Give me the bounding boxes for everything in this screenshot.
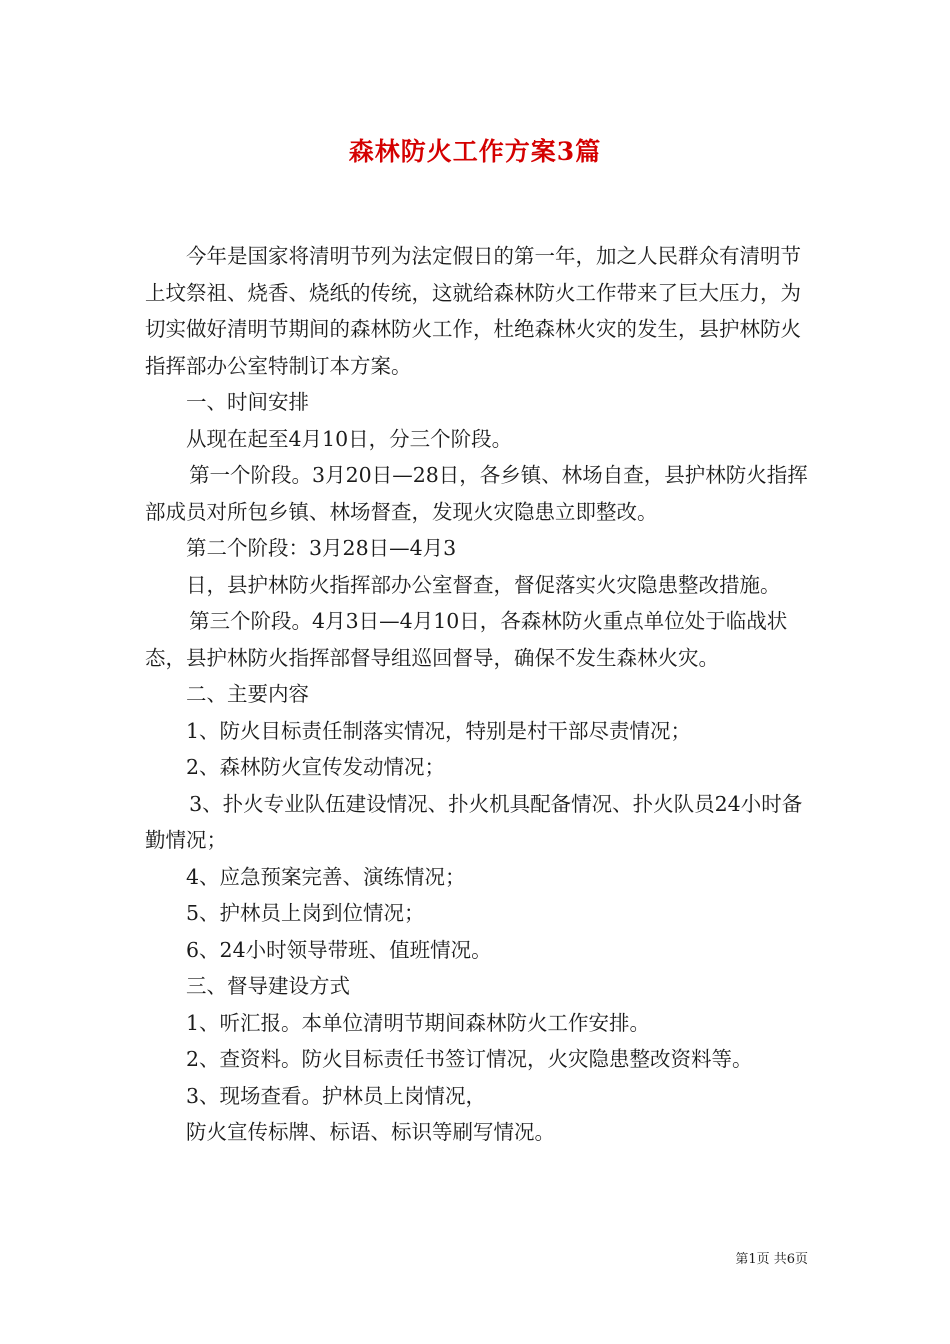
section-heading-method: 三、督导建设方式 (186, 974, 350, 998)
list-item: 1、听汇报。本单位清明节期间森林防火工作安排。 (186, 1010, 651, 1035)
list-item: 2、森林防火宣传发动情况； (186, 755, 446, 779)
list-item: 5、护林员上岗到位情况； (186, 901, 425, 925)
list-item: 3、扑火专业队伍建设情况、扑火机具配备情况、扑火队员24小时备勤情况； (145, 791, 803, 852)
paragraph-intro: 今年是国家将清明节列为法定假日的第一年，加之人民群众有清明节上坟祭祖、烧香、烧纸的传统，这就给森林防火工作带来了巨大压力，为切实做好清明节期间的森林防火工作，杜绝森林火灾的发生，县护林防火指挥部办公室特制订本方案。 (145, 244, 801, 378)
page-number: 第1页 共6页 (735, 1252, 808, 1267)
paragraph-schedule: 从现在起至4月10日，分三个阶段。 (186, 426, 513, 451)
section-heading-time: 一、时间安排 (186, 390, 309, 414)
paragraph-signage: 防火宣传标牌、标语、标识等刷写情况。 (186, 1120, 555, 1144)
list-item: 4、应急预案完善、演练情况； (186, 864, 466, 889)
paragraph-stage-two: 第二个阶段：3月28日—4月3 (186, 536, 457, 560)
paragraph-stage-two-cont: 日，县护林防火指挥部办公室督查，督促落实火灾隐患整改措施。 (186, 572, 781, 597)
paragraph-stage-one: 第一个阶段。3月20日—28日，各乡镇、林场自查，县护林防火指挥部成员对所包乡镇、林场督查，发现火灾隐患立即整改。 (145, 463, 808, 524)
paragraph-stage-three: 第三个阶段。4月3日—4月10日，各森林防火重点单位处于临战状态，县护林防火指挥部督导组巡回督导，确保不发生森林火灾。 (145, 609, 788, 670)
document-body (145, 238, 813, 1151)
list-item: 1、防火目标责任制落实情况，特别是村干部尽责情况； (186, 718, 692, 743)
list-item: 6、24小时领导带班、值班情况。 (186, 937, 492, 962)
list-item: 2、查资料。防火目标责任书签订情况，火灾隐患整改资料等。 (186, 1047, 753, 1071)
section-heading-content: 二、主要内容 (186, 682, 309, 706)
list-item: 3、现场查看。护林员上岗情况， (186, 1083, 487, 1108)
document-title: 森林防火工作方案3篇 (348, 137, 602, 166)
